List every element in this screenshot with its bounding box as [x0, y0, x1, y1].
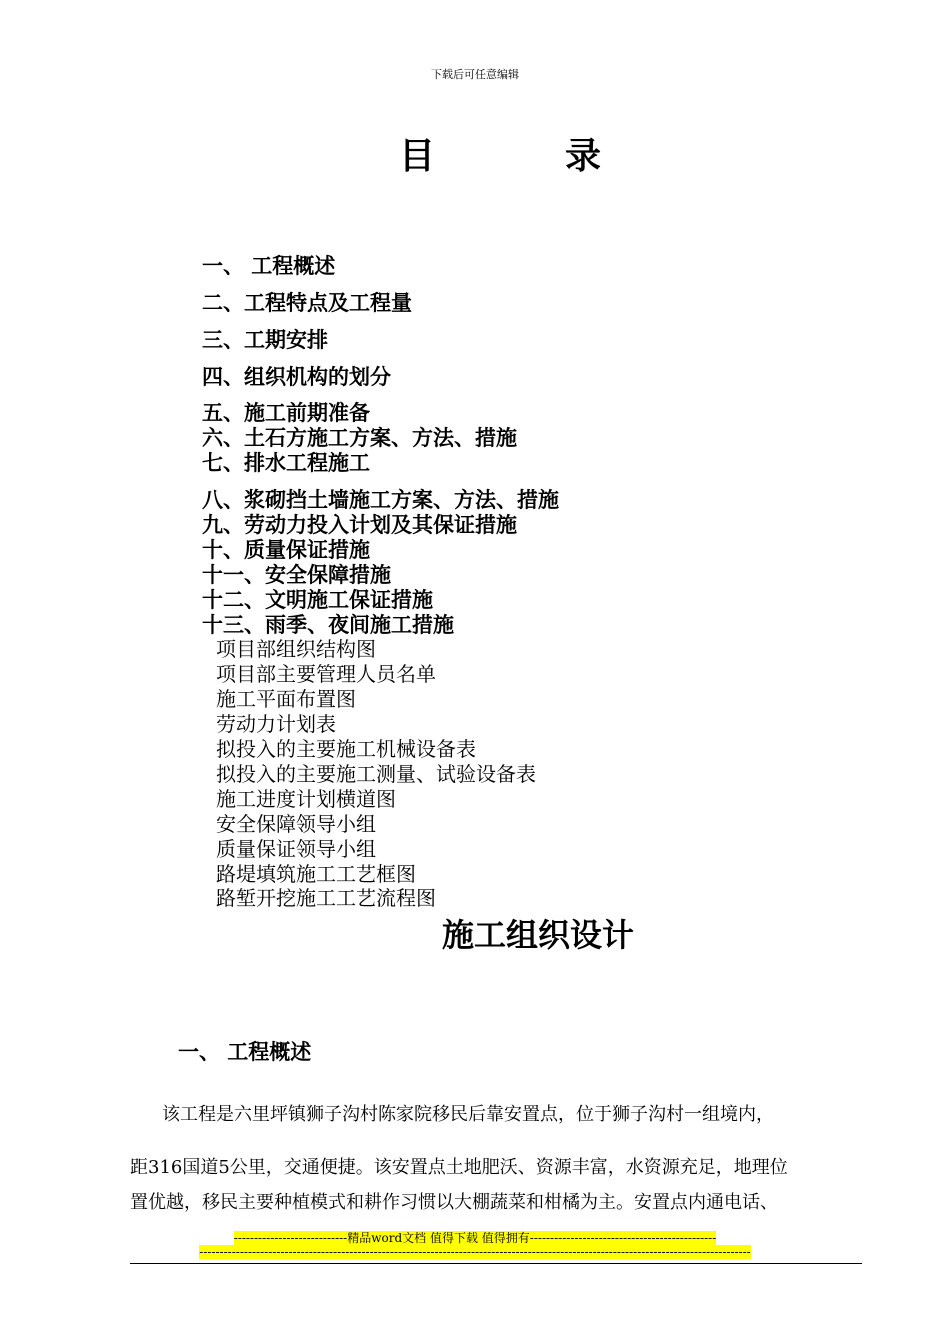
toc-item: 十二、文明施工保证措施	[202, 588, 433, 612]
toc-item: 五、施工前期准备	[202, 401, 370, 425]
toc-appendix-item: 施工进度计划横道图	[216, 787, 396, 811]
toc-appendix-item: 路堤填筑施工工艺框图	[216, 862, 416, 886]
toc-item: 七、排水工程施工	[202, 451, 370, 475]
toc-appendix-item: 劳动力计划表	[216, 712, 336, 736]
footer-dashes-text: ----------------------------------------------------------------------------------------------------------------------------------------	[199, 1245, 751, 1259]
toc-appendix-item: 路堑开挖施工工艺流程图	[216, 886, 436, 910]
toc-item: 十、质量保证措施	[202, 538, 370, 562]
section-heading: 一、 工程概述	[178, 1040, 312, 1064]
toc-appendix-item: 项目部组织结构图	[216, 637, 376, 661]
footer-rule	[130, 1263, 862, 1264]
toc-appendix-item: 质量保证领导小组	[216, 837, 376, 861]
toc-item: 一、 工程概述	[202, 254, 336, 278]
footer-dashes	[0, 1245, 950, 1259]
toc-appendix-item: 安全保障领导小组	[216, 812, 376, 836]
page-header: 下载后可任意编辑	[431, 68, 519, 81]
toc-item: 三、工期安排	[202, 328, 328, 352]
footer-banner	[0, 1229, 950, 1246]
toc-title	[0, 128, 950, 179]
footer-banner-text: ----------------------------精品word文档 值得下载 值得拥有----------------------------------------------	[233, 1231, 717, 1245]
toc-item: 四、组织机构的划分	[202, 365, 391, 389]
toc-title-left: 目	[398, 136, 435, 177]
document-title: 施工组织设计	[441, 916, 634, 954]
toc-item: 十三、雨季、夜间施工措施	[202, 613, 454, 637]
toc-appendix-item: 项目部主要管理人员名单	[216, 662, 436, 686]
paragraph-line: 距316国道5公里，交通便捷。该安置点土地肥沃、资源丰富，水资源充足，地理位	[130, 1157, 788, 1178]
toc-appendix-item: 施工平面布置图	[216, 687, 356, 711]
toc-item: 二、工程特点及工程量	[202, 291, 412, 315]
toc-appendix-item: 拟投入的主要施工测量、试验设备表	[216, 762, 536, 786]
toc-item: 八、浆砌挡土墙施工方案、方法、措施	[202, 488, 559, 512]
paragraph-line: 该工程是六里坪镇狮子沟村陈家院移民后靠安置点，位于狮子沟村一组境内，	[162, 1104, 774, 1125]
toc-item: 六、土石方施工方案、方法、措施	[202, 426, 517, 450]
toc-item: 九、劳动力投入计划及其保证措施	[202, 513, 517, 537]
toc-appendix-item: 拟投入的主要施工机械设备表	[216, 737, 476, 761]
toc-title-right: 录	[565, 136, 602, 177]
paragraph-line: 置优越，移民主要种植模式和耕作习惯以大棚蔬菜和柑橘为主。安置点内通电话、	[130, 1192, 778, 1213]
toc-item: 十一、安全保障措施	[202, 563, 391, 587]
